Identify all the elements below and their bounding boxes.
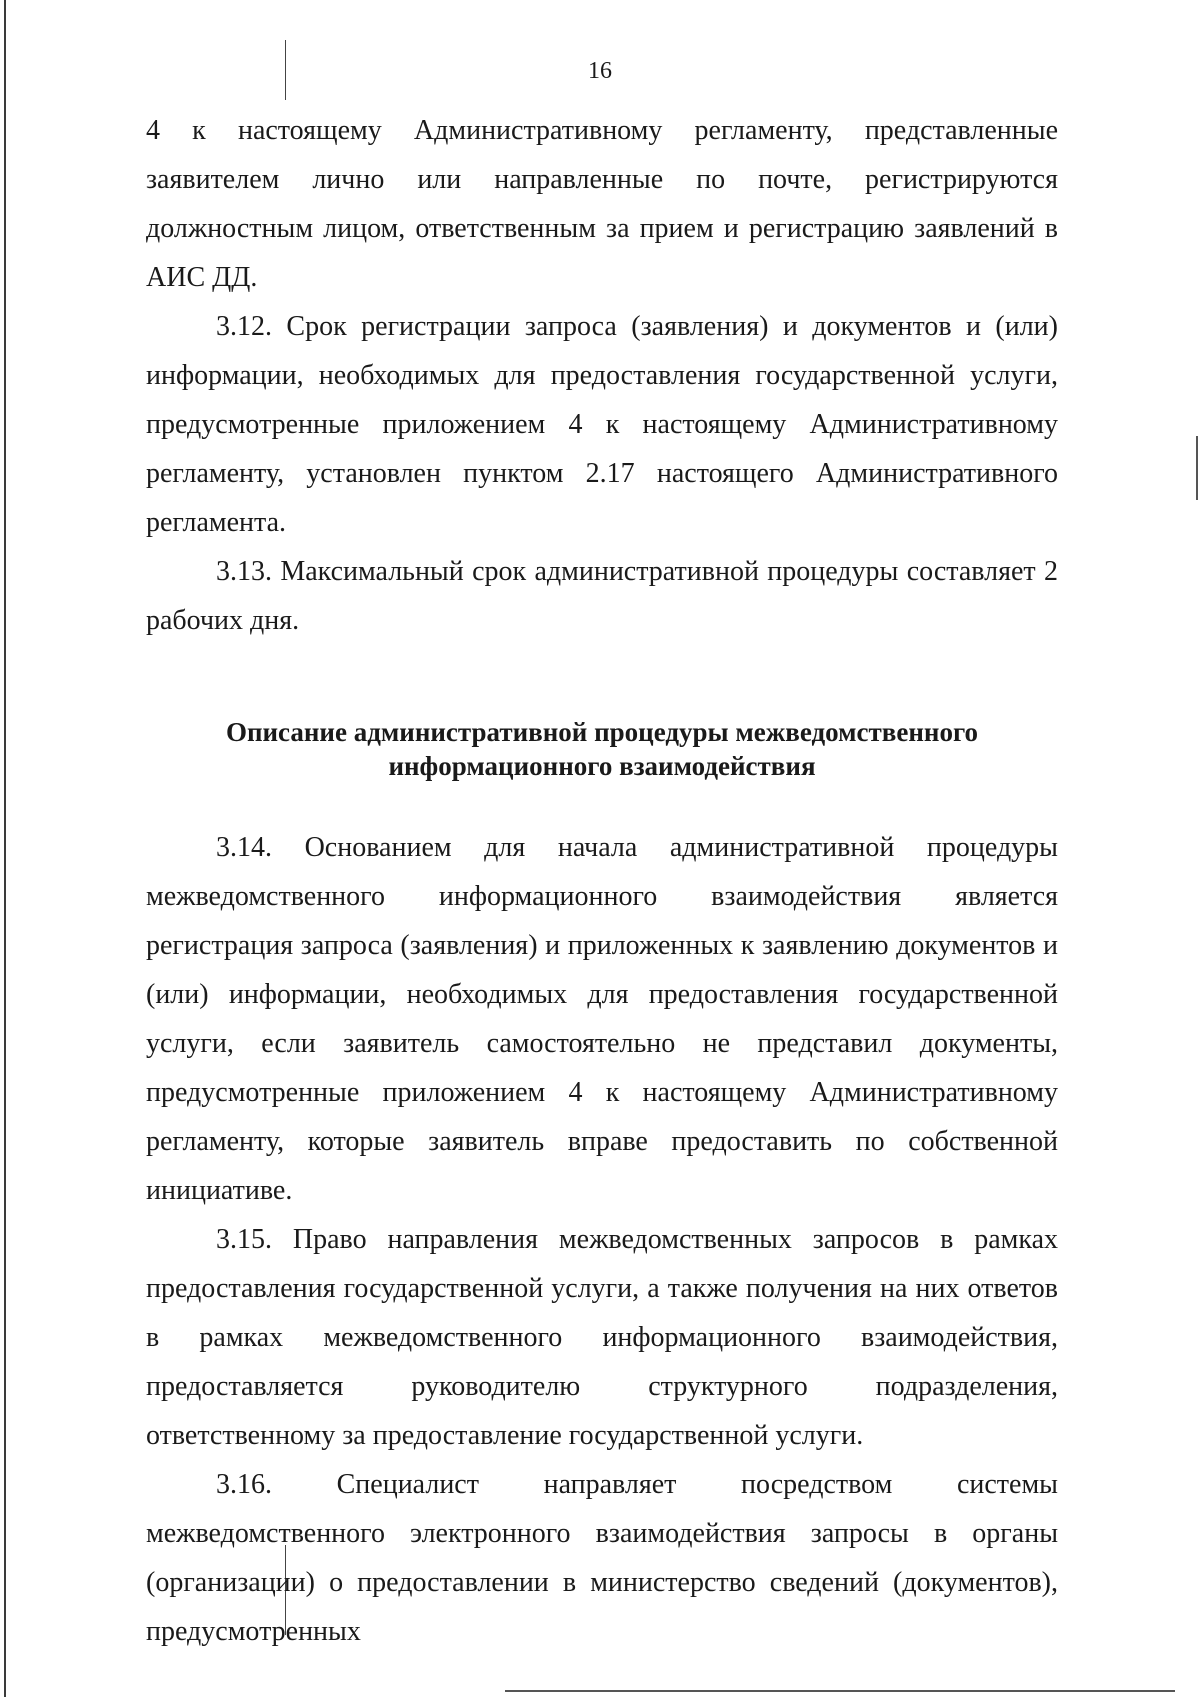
paragraph-3-13: 3.13. Максимальный срок административной процедуры составляет 2 рабочих дня. xyxy=(146,556,1058,636)
bottom-rule xyxy=(505,1690,1175,1692)
paragraph-3-15: 3.15. Право направления межведомственных запросов в рамках предоставления государственной услуги, а также получения на них ответов в рамках межведомственного информационного взаимодействия, предоставляется руководителю структурного подразделения, ответственному за предоставление государственной услуги. xyxy=(146,1224,1058,1451)
scan-right-mark xyxy=(1196,436,1198,500)
paragraph-continuation: 4 к настоящему Административному регламенту, представленные заявителем лично или направленные по почте, регистрируются должностным лицом, ответственным за прием и регистрацию заявлений в АИС ДД. xyxy=(146,115,1058,293)
section-heading-line-2: информационного взаимодействия xyxy=(388,751,816,781)
paragraph-3-16: 3.16. Специалист направляет посредством системы межведомственного электронного взаимодействия запросы в органы (организации) о предоставлении в министерство сведений (документов), предусмотренных xyxy=(146,1469,1058,1647)
paragraph-3-14: 3.14. Основанием для начала административной процедуры межведомственного информационного взаимодействия является регистрация запроса (заявления) и приложенных к заявлению документов и (или) информации, необходимых для предоставления государственной услуги, если заявитель самостоятельно не представил документы, предусмотренные приложением 4 к настоящему Административному регламенту, которые заявитель вправе предоставить по собственной инициативе. xyxy=(146,832,1058,1206)
paragraph-3-12: 3.12. Срок регистрации запроса (заявления) и документов и (или) информации, необходимых для предоставления государственной услуги, предусмотренные приложением 4 к настоящему Административному регламенту, установлен пунктом 2.17 настоящего Административного регламента. xyxy=(146,311,1058,538)
section-heading-line-1: Описание административной процедуры межведомственного xyxy=(225,717,979,747)
scan-left-edge xyxy=(4,0,6,1697)
spacer xyxy=(146,645,1058,715)
spacer xyxy=(146,783,1058,823)
document-body xyxy=(146,106,1058,1656)
page-number: 16 xyxy=(588,58,612,84)
